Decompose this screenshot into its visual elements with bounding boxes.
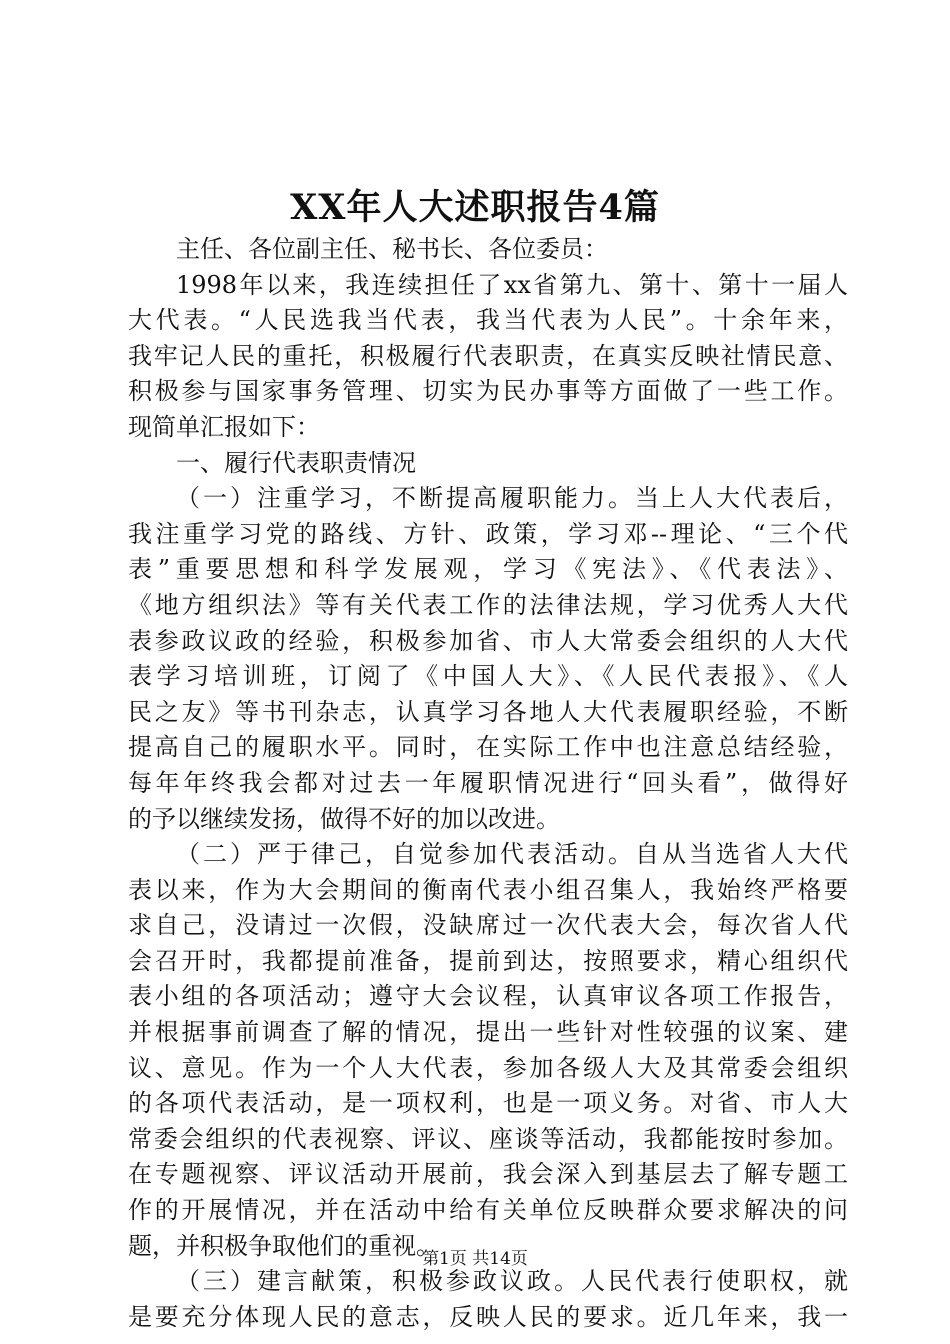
body-line: 的各项代表活动，是一项权利，也是一项义务。对省、市人大 — [128, 1089, 848, 1118]
body-line: 表小组的各项活动；遵守大会议程，认真审议各项工作报告， — [128, 982, 848, 1011]
body-line: 1998年以来，我连续担任了xx省第九、第十、第十一届人 — [176, 270, 848, 299]
page-footer: 第1页 共14页 — [422, 1249, 528, 1269]
body-line: 主任、各位副主任、秘书长、各位委员： — [176, 235, 608, 263]
body-line: 在专题视察、评议活动开展前，我会深入到基层去了解专题工 — [128, 1160, 848, 1189]
body-line: 是要充分体现人民的意志，反映人民的要求。近几年来，我一 — [128, 1302, 848, 1331]
body-line: 表参政议政的经验，积极参加省、市人大常委会组织的人大代 — [128, 626, 848, 655]
document-title: XX年人大述职报告4篇 — [290, 187, 660, 228]
body-line: （二）严于律己，自觉参加代表活动。自从当选省人大代 — [176, 840, 848, 869]
body-line: 常委会组织的代表视察、评议、座谈等活动，我都能按时参加。 — [128, 1124, 848, 1153]
body-line: 议、意见。作为一个人大代表，参加各级人大及其常委会组织 — [128, 1053, 848, 1082]
body-line: 的予以继续发扬，做得不好的加以改进。 — [128, 804, 560, 833]
body-line: 现简单汇报如下： — [128, 412, 320, 441]
body-line: 表学习培训班，订阅了《中国人大》、《人民代表报》、《人 — [128, 662, 848, 691]
body-line: （三）建言献策，积极参政议政。人民代表行使职权，就 — [176, 1267, 848, 1296]
body-line: 作的开展情况，并在活动中给有关单位反映群众要求解决的问 — [128, 1196, 848, 1225]
body-line: 求自己，没请过一次假，没缺席过一次代表大会，每次省人代 — [128, 911, 848, 940]
body-line: 我牢记人民的重托，积极履行代表职责，在真实反映社情民意、 — [128, 341, 848, 370]
body-line: 大代表。“人民选我当代表，我当代表为人民”。十余年来， — [128, 306, 848, 335]
body-line: 会召开时，我都提前准备，提前到达，按照要求，精心组织代 — [128, 946, 848, 975]
body-line: 题，并积极争取他们的重视。 — [128, 1231, 440, 1260]
body-line: 《地方组织法》等有关代表工作的法律法规，学习优秀人大代 — [128, 590, 848, 619]
body-line: 并根据事前调查了解的情况，提出一些针对性较强的议案、建 — [128, 1018, 848, 1047]
body-line: 民之友》等书刊杂志，认真学习各地人大代表履职经验，不断 — [128, 697, 848, 726]
body-line: 每年年终我会都对过去一年履职情况进行“回头看”，做得好 — [128, 768, 848, 797]
body-line: 一、履行代表职责情况 — [176, 448, 416, 477]
body-line: （一）注重学习，不断提高履职能力。当上人大代表后， — [176, 484, 848, 513]
document-body — [128, 232, 848, 1335]
body-line: 表”重要思想和科学发展观，学习《宪法》、《代表法》、 — [128, 555, 848, 584]
body-line: 我注重学习党的路线、方针、政策，学习邓--理论、“三个代 — [128, 519, 848, 548]
body-line: 积极参与国家事务管理、切实为民办事等方面做了一些工作。 — [128, 377, 848, 406]
body-line: 表以来，作为大会期间的衡南代表小组召集人，我始终严格要 — [128, 875, 848, 904]
body-line: 提高自己的履职水平。同时，在实际工作中也注意总结经验， — [128, 733, 848, 762]
